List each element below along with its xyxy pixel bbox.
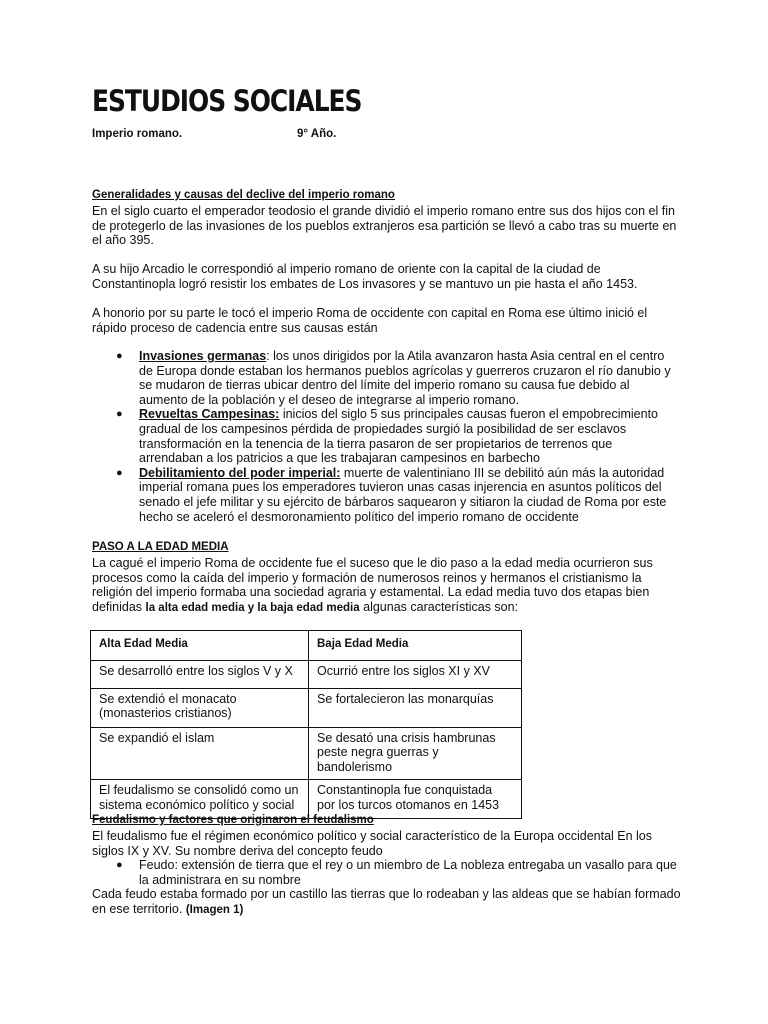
table-row [91, 727, 522, 780]
table-cell: Se desató una crisis hambrunas peste negra guerras y bandolerismo [309, 727, 522, 780]
list-item [116, 407, 677, 466]
bullet-dot-icon: ● [116, 408, 123, 421]
list-item-term: Revueltas Campesinas: [139, 407, 280, 422]
list-item [116, 858, 677, 887]
bullet-dot-icon: ● [116, 350, 123, 362]
paragraph [92, 556, 678, 615]
section-heading-decline: Generalidades y causas del declive del imperio romano [92, 189, 395, 201]
list-item [116, 349, 677, 407]
paragraph: En el siglo cuarto el emperador teodosio el grande dividió el imperio romano entre sus dos hijos con el fin de protegerlo de las invasiones de los pueblos extranjeros esa partición se llevó a cabo tras su muerte en el año 395. [92, 204, 677, 248]
table-row [91, 660, 522, 688]
list-item [116, 465, 677, 524]
paragraph-bold-text: la alta edad media y la baja edad media [145, 601, 360, 614]
list-item-term: Invasiones germanas [139, 349, 267, 363]
column-header: Baja Edad Media [309, 631, 522, 661]
table-cell: Se desarrolló entre los siglos V y X [91, 660, 309, 688]
section-heading-feudalism: Feudalismo y factores que originaron el feudalismo [92, 814, 374, 826]
section-heading-middle-ages: PASO A LA EDAD MEDIA [92, 541, 229, 553]
comparison-table [90, 630, 522, 819]
table-cell: Se expandió el islam [91, 727, 309, 780]
grade-label: 9° Año. [297, 128, 337, 140]
list-item-text: : los unos dirigidos por la Atila avanzaron hasta Asia central en el centro de Europa donde estaban los hermanos pueblos agrícolas y guerreros cruzaron el río danubio y se mudaron de tierras ubicar dentro del límite del imperio romano su causa fue debido al aumento de la población y el deseo de integrarse al imperio romano. [139, 349, 671, 407]
paragraph: El feudalismo fue el régimen económico político y social característico de la Europa occidental En los siglos IX y XV. Su nombre deriva del concepto feudo [92, 829, 653, 858]
paragraph [92, 887, 682, 917]
table-cell: El feudalismo se consolidó como un sistema económico político y social [91, 780, 309, 819]
table-cell: Constantinopla fue conquistada por los turcos otomanos en 1453 [309, 780, 522, 819]
bullet-dot-icon: ● [116, 466, 123, 479]
list-item-text: Feudo: extensión de tierra que el rey o un miembro de La nobleza entregaba un vasallo para que la administrara en su nombre [139, 858, 677, 887]
page-title: ESTUDIOS SOCIALES [92, 84, 362, 118]
column-header: Alta Edad Media [91, 631, 309, 661]
paragraph: A su hijo Arcadio le correspondió al imperio romano de oriente con la capital de la ciudad de Constantinopla logró resistir los embates de Los invasores y se mantuvo un pie hasta el año 1453. [92, 262, 638, 291]
causes-list [116, 349, 677, 524]
list-item-term: Debilitamiento del poder imperial: [139, 465, 341, 480]
feudo-list [116, 858, 677, 887]
paragraph: A honorio por su parte le tocó el imperio Roma de occidente con capital en Roma ese último inició el rápido proceso de cadencia entre sus causas están [92, 306, 648, 335]
table-cell: Se fortalecieron las monarquías [309, 688, 522, 727]
paragraph-text: La cagué el imperio Roma de occidente fue el suceso que le dio paso a la edad media ocurrieron sus procesos como la caída del imperio y formación de numerosos reinos y hermanos el cristianismo la religión del imperio formaba una sociedad agraria y estamental. La edad media tuvo dos etapas bien definidas [92, 556, 653, 614]
list-item-text: inicios del siglo 5 sus principales causas fueron el empobrecimiento gradual de los campesinos pérdida de propiedades surgió la posibilidad de ser esclavos transformación en la tenencia de la tierra pasaron de ser propietarios de terrenos que arrendaban a los patricios a que les trabajaran campesinos en barbecho [139, 407, 659, 466]
table-cell: Se extendió el monacato (monasterios cristianos) [91, 688, 309, 727]
list-item-text: muerte de valentiniano III se debilitó aún más la autoridad imperial romana pues los emperadores tuvieron unas casas injerencia en asuntos políticos del senado el jefe militar y su ejército de bárbaros saquearon y sitiaron la ciudad de Roma por este hecho se aceleró el desmoronamiento político del imperio romano de occidente [139, 465, 667, 524]
subject-label: Imperio romano. [92, 128, 183, 140]
bullet-dot-icon: ● [116, 859, 123, 871]
table-cell: Ocurrió entre los siglos XI y XV [309, 660, 522, 688]
table-header-row [91, 631, 522, 661]
paragraph-text: algunas características son: [359, 599, 519, 614]
image-reference: (Imagen 1) [185, 903, 244, 916]
paragraph-text: Cada feudo estaba formado por un castillo las tierras que lo rodeaban y las aldeas que se habían formado en ese territorio. [92, 887, 681, 916]
table-row [91, 688, 522, 727]
